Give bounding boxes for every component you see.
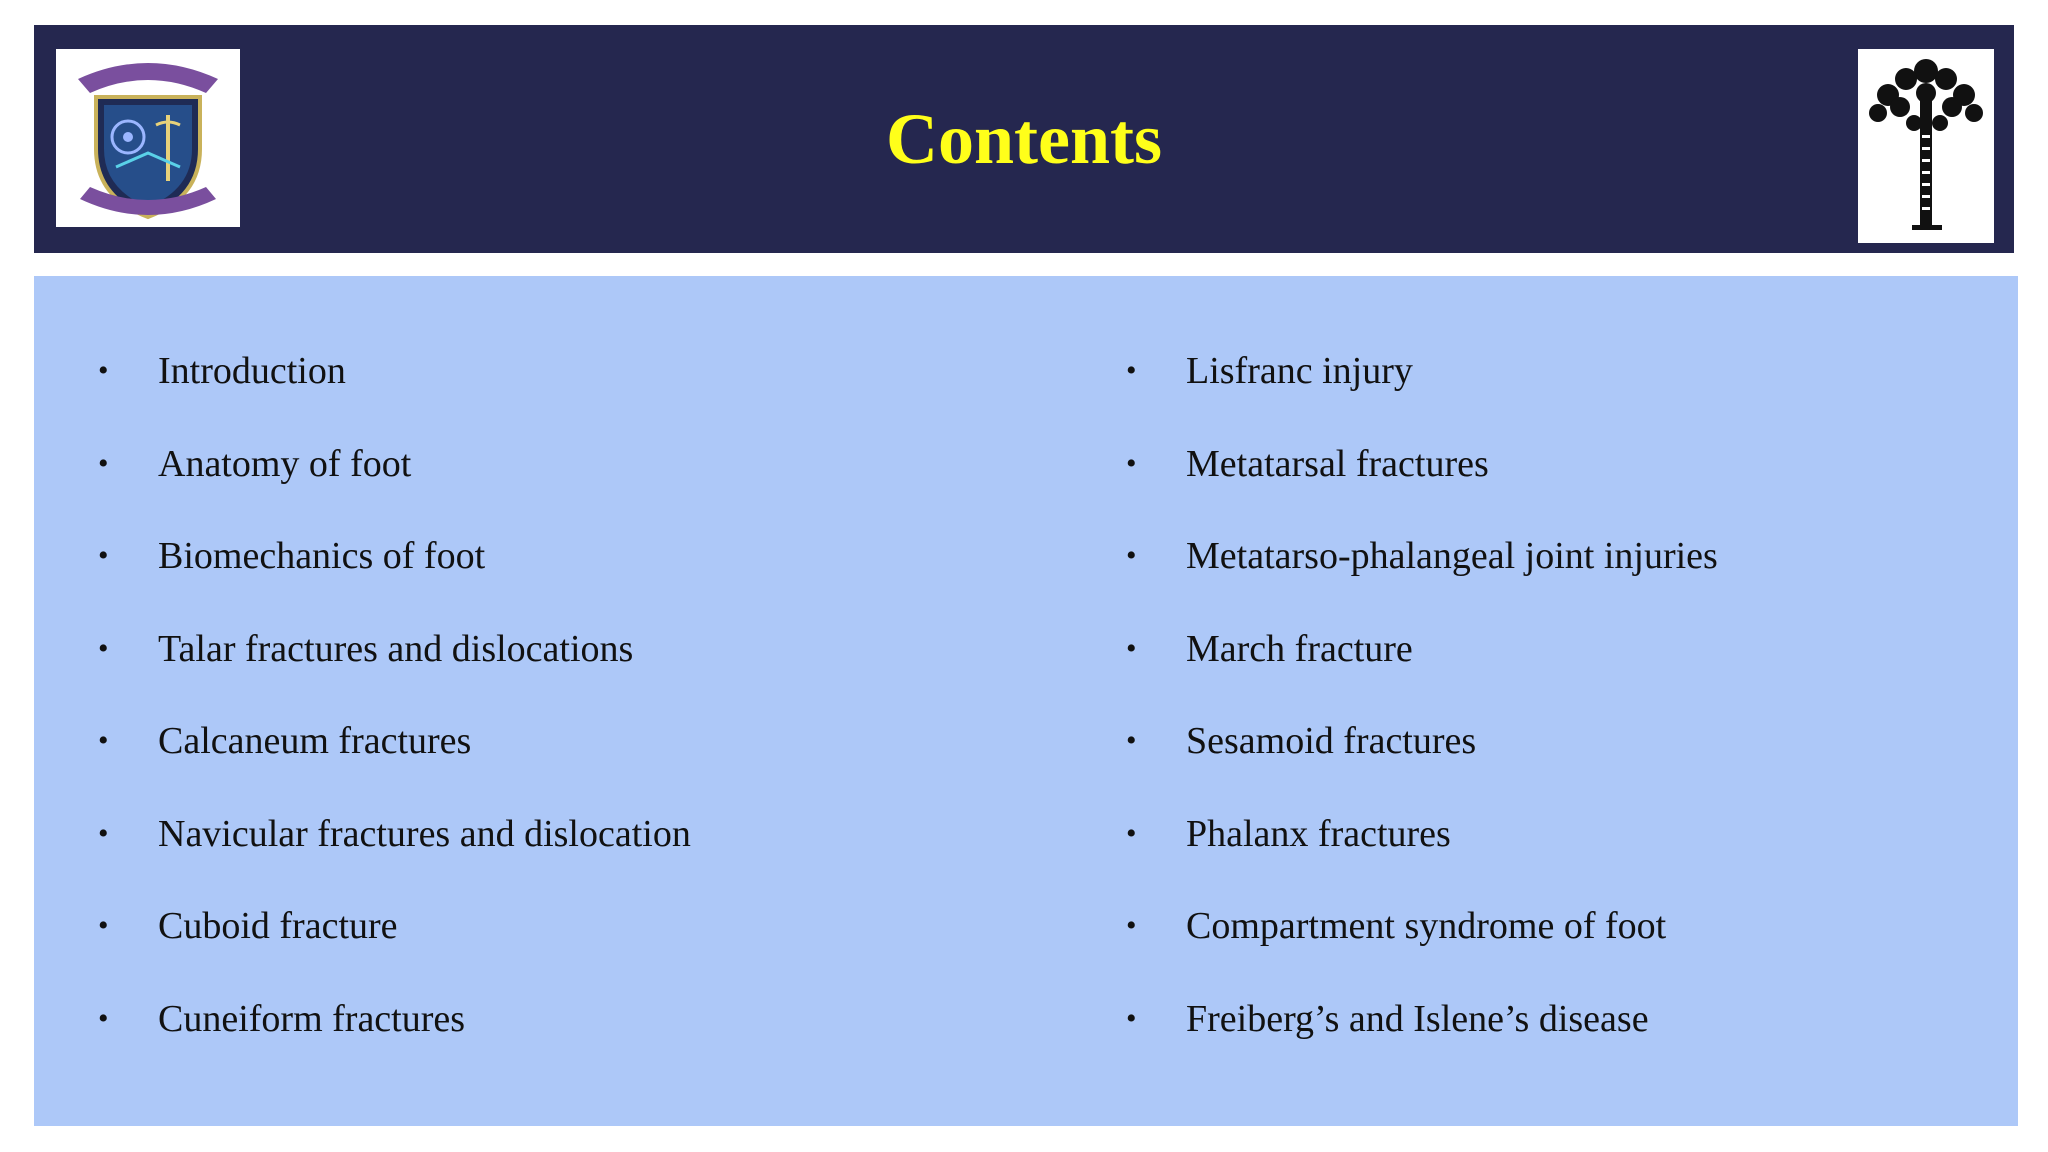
tree-spine-logo [1858,49,1994,243]
list-item [1126,346,1718,439]
tree-spine-icon [1858,49,1994,243]
list-item-label: Sesamoid fractures [1186,720,1477,762]
slide-title: Contents [885,99,1162,179]
list-item-label: Freiberg’s and Islene’s disease [1186,997,1649,1040]
list-item-label: Biomechanics of foot [158,535,486,577]
bullet: • [1126,631,1137,665]
bullet: • [98,909,109,942]
list-item [98,624,691,717]
list-item [1126,809,1718,902]
list-item [98,901,691,994]
bullet: • [98,354,109,387]
list-item [98,716,691,809]
list-item-label: Metatarsal fractures [1186,442,1489,485]
list-item-label: Anatomy of foot [158,442,412,485]
contents-list-right [1126,346,1718,1086]
list-item [98,346,691,439]
list-item-label: Phalanx fractures [1186,812,1451,855]
header-banner [34,25,2014,253]
contents-panel [34,276,2018,1126]
bullet: • [98,446,109,480]
bullet: • [1126,354,1137,387]
list-item-label: Cuneiform fractures [158,997,466,1040]
bullet: • [1126,1001,1137,1035]
list-item-label: Cuboid fracture [158,905,398,947]
bullet: • [1126,446,1137,480]
list-item [1126,531,1718,624]
contents-list-left [98,346,691,1086]
list-item-label: Introduction [158,350,346,392]
list-item-label: Talar fractures and dislocations [158,627,634,670]
list-item [98,531,691,624]
bullet: • [98,816,109,850]
list-item [98,809,691,902]
bullet: • [98,1001,109,1035]
list-item-label: March fracture [1186,627,1413,670]
list-item-label: Calcaneum fractures [158,720,472,762]
list-item [1126,439,1718,532]
bullet: • [1126,539,1137,572]
bullet: • [1126,724,1137,757]
list-item [1126,901,1718,994]
list-item-label: Navicular fractures and dislocation [158,812,691,855]
list-item [1126,624,1718,717]
list-item [1126,994,1718,1087]
bullet: • [98,724,109,757]
bullet: • [1126,909,1137,942]
list-item-label: Lisfranc injury [1186,350,1413,392]
list-item [98,439,691,532]
bullet: • [1126,816,1137,850]
list-item [98,994,691,1087]
bullet: • [98,631,109,665]
list-item-label: Compartment syndrome of foot [1186,905,1667,947]
list-item [1126,716,1718,809]
list-item-label: Metatarso-phalangeal joint injuries [1186,535,1718,577]
bullet: • [98,539,109,572]
